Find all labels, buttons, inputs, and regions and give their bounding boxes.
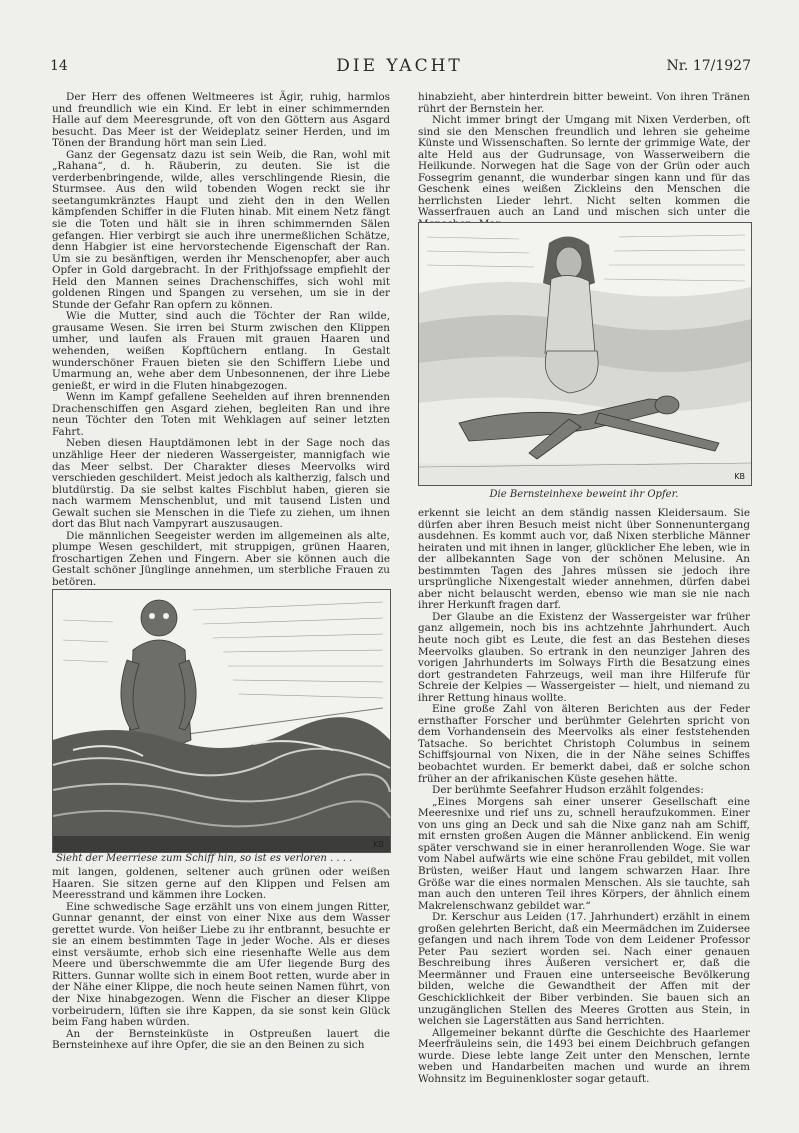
paragraph: erkennt sie leicht an dem ständig nassen Kleidersaum. Sie dürfen aber ihren Besuch meist nicht über Sonnenuntergang ausdehnen. Es kommt auch vor, daß Nixen sterbliche Männer heiraten und mit ihnen in langer, glücklicher Ehe leben, wie in der allbekannten Sage von der schönen Melusine. An bestimmten Tagen des Jahres müssen sie jedoch ihre ursprüngliche Nixengestalt wieder annehmen, dürfen dabei aber nicht belauscht werden, ebenso wie man sie nie nach ihrer Herkunft fragen darf.: [418, 507, 750, 612]
paragraph: Dr. Kerschur aus Leiden (17. Jahrhundert) erzählt in einem großen gelehrten Bericht, daß ein Meermädchen im Zuidersee gefangen und nach ihrem Tode von dem Leidener Professor Peter Pau seziert worden sei. Nach einer genauen Beschreibung ihres Äußeren versichert er, daß die Meermänner und Frauen eine unterseeische Bevölkerung bilden, welche die Gewandtheit der Affen mit der Geschicklichkeit der Biber verbinden. Sie bauen sich an unzugänglichen Stellen des Meeres Grotten aus Stein, in welchen sie Lagerstätten aus Sand herrichten.: [418, 911, 750, 1028]
paragraph: Neben diesen Hauptdämonen lebt in der Sage noch das unzählige Heer der niederen Wassergeister, mannigfach wie das Meer selbst. Der Charakter dieses Meervolks wird verschieden geschildert. Meist jedoch als kaltherzig, falsch und blutdürstig. Da sie selbst kaltes Fischblut haben, gieren sie nach warmem Menschenblut, und mit tausend Listen und Gewalt suchen sie Menschen in die Tiefe zu ziehen, um ihnen dort das Blut nach Vampyrart auszusaugen.: [52, 437, 390, 531]
paragraph: mit langen, goldenen, seltener auch grünen oder weißen Haaren. Sie sitzen gerne auf den Klippen und Felsen am Meeresstrand und kämmen ihre Locken.: [52, 866, 390, 902]
paragraph: Wenn im Kampf gefallene Seehelden auf ihren brennenden Drachenschiffen gen Asgard ziehen, begleiten Ran und ihre neun Töchter den Toten mit Wehklagen auf seiner letzten Fahrt.: [52, 391, 390, 438]
right-column-top: [418, 92, 750, 220]
paragraph: Nicht immer bringt der Umgang mit Nixen Verderben, oft sind sie den Menschen freundlich und lehren sie geheime Künste und Wissenschaften. So lernte der grimmige Wate, der alte Held aus der Gudrunsage, von Wasserweibern die Heilkunde. Norwegen hat die Sage von der Grün oder auch Fossegrim genannt, die wunderbar singen kann und für das Geschenk eines weißen Zickleins den Menschen die herrlichsten Lieder lehrt. Nicht selten kommen die Wasserfrauen auch an Land und mischen sich unter die: [418, 114, 750, 219]
caption-amber-witch: Die Bernsteinhexe beweint ihr Opfer.: [489, 489, 679, 500]
amber-witch-drawing: [419, 223, 751, 485]
sea-giant-drawing: [53, 590, 390, 852]
paragraph: Eine schwedische Sage erzählt uns von einem jungen Ritter, Gunnar genannt, der einst von einer Nixe aus dem Wasser gerettet wurde. Von heißer Liebe zu ihr entbrannt, besuchte er sie an einem bestimmten Tage in jeder Woche. Als er dieses einst versäumte, erhob sich eine riesenhafte Welle aus dem Meere und überschwemmte die am Ufer liegende Burg des Ritters. Gunnar wollte sich in einem Boot retten, wurde aber in der Nähe einer Klippe, die noch heute seinen Namen führt, von der Nixe hinabgezogen. Wenn die Fischer an dieser Klippe vorbeirudern, lüften sie ihre Kappen, da sie sonst kein Glück beim Fang haben würden.: [52, 900, 390, 1029]
page-number: 14: [50, 58, 68, 74]
paragraph: Allgemeiner bekannt dürfte die Geschichte des Haarlemer Meerfräuleins sein, die 1493 bei einem Deichbruch gefangen wurde. Diese lebte lange Zeit unter den Menschen, lernte weben und Handarbeiten machen und wurde an ihrem Wohnsitz im Beguinenkloster sogar getauft.: [418, 1026, 750, 1085]
left-column-top: [52, 92, 390, 588]
illustration-monogram: KB: [734, 472, 745, 481]
illustration-amber-witch: [418, 222, 752, 486]
paragraph: Die männlichen Seegeister werden im allgemeinen als alte, plumpe Wesen geschildert, mit struppigen, grünen Haaren, froschartigen Zehen und Fingern. Aber sie können auch die Gestalt schöner Jünglinge annehmen, um sterbliche Frauen zu betören.: [52, 529, 390, 588]
caption-sea-giant: Sieht der Meerriese zum Schiff hin, so ist es verloren . . . .: [56, 853, 353, 864]
left-column-bottom: [52, 867, 390, 1097]
witch-figure: [543, 236, 598, 393]
paragraph: Der Herr des offenen Weltmeeres ist Ägir, ruhig, harmlos und freundlich wie ein Kind. Er lebt in einer schimmernden Halle auf dem Meeresgrunde, oft von den Göttern aus Asgard besucht. Das Meer ist der Weideplatz seiner Herden, und im Tönen der Brandung hört man sein Lied.: [52, 91, 390, 150]
paragraph: „Eines Morgens sah einer unserer Gesellschaft eine Meeresnixe und rief uns zu, schnell heraufzukommen. Einer von uns ging an Deck und sah die Nixe ganz nah am Schiff, mit ernsten großen Augen die Männer anblickend. Ein wenig später verschwand sie in einer heranrollenden Woge. Sie war vom Nabel aufwärts wie eine schöne Frau gebildet, mit vollen Brüsten, weißer Haut und langem schwarzen Haar. Ihre Größe war die eines normalen Menschen. Als sie tauchte, sah man auch den unteren Teil ihres Körpers, der ähnlich einem Makrelenschwanz gebildet war.“: [418, 795, 750, 912]
paragraph: Ganz der Gegensatz dazu ist sein Weib, die Ran, wohl mit „Rahana“, d. h. Räuberin, zu deuten. Sie ist die verderbenbringende, wilde, alles verschlingende Riesin, die Sturmsee. Aus den wild tobenden Wogen reckt sie ihr seetangumkränztes Haupt und zieht den in den Wellen kämpfenden Schiffer in die Fluten hinab. Mit einem Netz fängt sie die Toten und hält sie in ihren schimmernden Sälen gefangen. Hier verbirgt sie auch ihre unermeßlichen Schätze, denn Habgier ist eine hervorstechende Eigenschaft der Ran. Um sie zu besänftigen, werden ihr Menschenopfer, aber auch Opfer in Gold dargebracht. In der Frithjofssage empfiehlt der Held den Mannen seines Drachenschiffes, sich wohl mit goldenen Ringen und Spangen zu versehen, um sie in der Stunde der Gefahr Ran opfern zu können.: [52, 148, 390, 311]
issue-number: Nr. 17/1927: [666, 58, 751, 74]
paragraph: Wie die Mutter, sind auch die Töchter der Ran wilde, grausame Wesen. Sie irren bei Sturm zwischen den Klippen umher, und laufen als Frauen mit grauen Haaren und wehenden, weißen Kopftüchern entlang. In Gestalt wunderschöner Frauen bieten sie den Schiffern Liebe und Umarmung an, wehe aber dem Unbesonnenen, der ihre Liebe genießt, er wird in die Fluten hinabgezogen.: [52, 310, 390, 392]
illustration-sea-giant: [52, 589, 391, 853]
paragraph: Der berühmte Seefahrer Hudson erzählt folgendes:: [432, 784, 704, 797]
paragraph: Der Glaube an die Existenz der Wassergeister war früher ganz allgemein, noch bis ins achtzehnte Jahrhundert. Auch heute noch gibt es Leute, die fest an das Bestehen dieses Meervolks glauben. So ertrank in den neunziger Jahren des vorigen Jahrhunderts im Solways Firth die Besatzung eines dort gestrandeten Fahrzeugs, weil man ihre Hilferufe für Schreie der Kelpies — Wassergeister — hielt, und niemand zu ihrer Rettung hinaus wollte.: [418, 610, 750, 704]
paragraph: An der Bernsteinküste in Ostpreußen lauert die Bernsteinhexe auf ihre Opfer, die sie an den Beinen zu sich: [52, 1027, 390, 1052]
magazine-title: DIE YACHT: [336, 56, 463, 76]
paragraph: hinabzieht, aber hinterdrein bitter beweint. Von ihren Tränen rührt der Bernstein her.: [418, 91, 750, 115]
paragraph: Eine große Zahl von älteren Berichten aus der Feder ernsthafter Forscher und berühmter Gelehrten spricht von dem Vorhandensein des Meervolks als einer feststehenden Tatsache. So berichtet Christoph Columbus in seinem Schiffsjournal von Nixen, die in der Nähe seines Schiffes beobachtet wurden. Er bemerkt dabei, daß er solche schon früher an der afrikanischen Küste gesehen hätte.: [418, 703, 750, 785]
right-column-bottom: [418, 508, 750, 1096]
illustration-monogram: KB: [373, 840, 384, 849]
